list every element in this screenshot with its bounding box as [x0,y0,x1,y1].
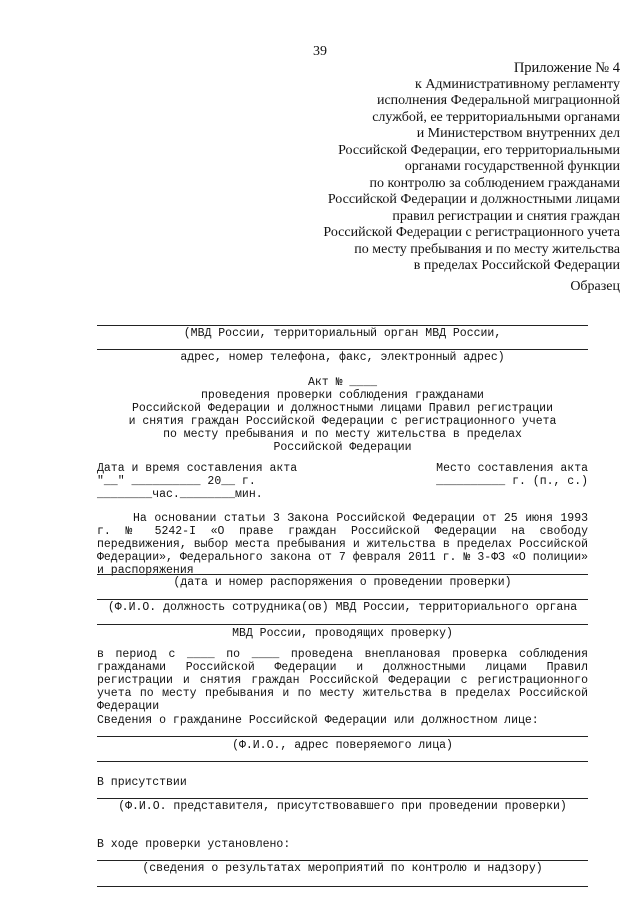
act-line: и снятия граждан Российской Федерации с регистрационного учета [128,415,557,428]
appendix-title: Приложение № 4 [513,60,620,76]
date-time-label: Дата и время составления акта [97,462,298,475]
fill-line [97,624,588,625]
basis-paragraph: На основании статьи 3 Закона Российской Федерации от 25 июня 1993 г. № 5242-I «О праве граждан Российской Федерации на свободу передвижения, выбор места пребывания и жительства в пределах Российской Федерации», Федерального закона от 7 февраля 2011 г. № 3-ФЗ «О полиции» и распоряжения [97,512,588,577]
fill-line [97,574,588,575]
appendix-line: Российской Федерации и должностными лицами [327,192,620,207]
appendix-line: и Министерством внутренних дел [416,126,620,141]
date-line: "__" __________ 20__ г. [97,475,256,488]
appendix-line: к Административному регламенту [415,76,620,92]
appendix-line: исполнения Федеральной миграционной [376,93,620,108]
date-time-block [97,462,297,501]
act-line: проведения проверки соблюдения гражданами [201,389,484,402]
address-caption: адрес, номер телефона, факс, электронный адрес) [180,351,505,364]
act-line: по месту пребывания и по месту жительства в пределах [163,428,522,441]
appendix-line: органами государственной функции [404,159,620,174]
fill-line [97,325,588,326]
time-line: ________час.________мин. [97,488,263,501]
presence-label: В присутствии [97,776,187,789]
page-number: 39 [313,44,327,59]
fill-line [97,798,588,799]
appendix-line: по месту пребывания и по месту жительства [354,241,620,257]
act-number: Акт № ____ [307,376,377,389]
appendix-line: в пределах Российской Федерации [413,258,620,273]
fill-line [97,860,588,861]
appendix-line: по контролю за соблюдением гражданами [369,175,620,191]
fill-line [97,736,588,737]
appendix-header [300,60,620,275]
fill-line [97,886,588,887]
sample-label: Образец [570,279,620,294]
act-line: Российской Федерации и должностными лицами Правил регистрации [132,402,553,415]
place-line: __________ г. (п., с.) [436,475,588,488]
act-line: Российской Федерации [273,441,412,454]
order-date-caption: (дата и номер распоряжения о проведении проверки) [173,576,512,589]
officer-caption-continued: МВД России, проводящих проверку) [232,627,453,640]
place-block [436,462,588,488]
appendix-line: правил регистрации и снятия граждан [392,208,620,224]
period-paragraph: в период с ____ по ____ проведена внеплановая проверка соблюдения гражданами Российской Федерации и должностными лицами Правил регистрации и снятия граждан Российской Федерации с регистрационного учета по месту пребывания и по месту жительства в пределах Российской Федерации [97,648,588,713]
representative-caption: (Ф.И.О. представителя, присутствовавшего при проведении проверки) [118,800,567,813]
place-label: Место составления акта [436,462,588,475]
appendix-line: Российской Федерации, его территориальными [338,142,620,158]
act-title [97,376,588,454]
fill-line [97,761,588,762]
org-caption: (МВД России, территориальный орган МВД России, [183,327,502,340]
appendix-line: службой, ее территориальными органами [372,109,620,125]
findings-label: В ходе проверки установлено: [97,838,291,851]
citizen-info-label: Сведения о гражданине Российской Федерации или должностном лице: [97,714,539,727]
person-caption: (Ф.И.О., адрес поверяемого лица) [232,739,453,752]
officer-caption: (Ф.И.О. должность сотрудника(ов) МВД России, территориального органа [107,601,578,614]
fill-line [97,349,588,350]
fill-line [97,599,588,600]
appendix-line: Российской Федерации с регистрационного учета [323,225,620,240]
results-caption: (сведения о результатах мероприятий по контролю и надзору) [142,862,543,875]
